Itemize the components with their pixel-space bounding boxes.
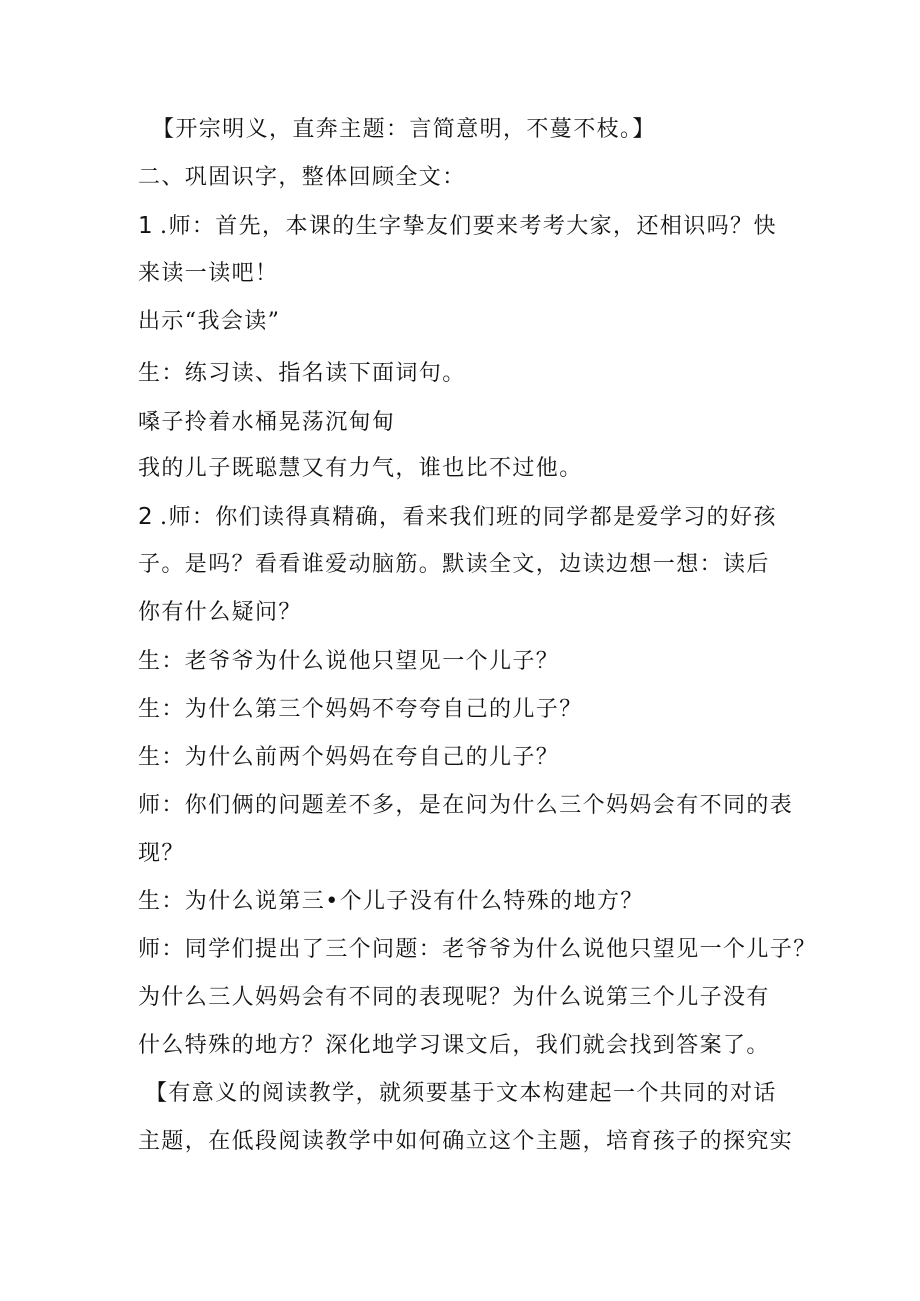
item-2-text: .师：你们读得真精确，看来我们班的同学都是爱学习的好孩: [160, 505, 777, 530]
student-question-1: 生：老爷爷为什么说他只望见一个儿子？: [138, 649, 560, 674]
item-number-1: 1: [138, 213, 155, 239]
paragraph-principle-note: 【开宗明义，直奔主题：言简意明，不蔓不枝。】: [152, 117, 656, 142]
teacher-remark-line-2: 现？: [138, 841, 185, 866]
commentary-line-2: 主题，在低段阅读教学中如何确立这个主题，培育孩子的探究实: [138, 1129, 794, 1154]
student-question-3: 生：为什么前两个妈妈在夸自己的儿子？: [138, 745, 560, 770]
teacher-summary-line-3: 什么特殊的地方？深化地学习课文后，我们就会找到答案了。: [138, 1033, 770, 1058]
sample-sentence: 我的儿子既聪慧又有力气，谁也比不过他。: [138, 456, 583, 481]
student-reply-1: 生：练习读、指名读下面词句。: [138, 361, 466, 386]
item-1-line-2: 来读一读吧！: [138, 261, 279, 286]
section-heading-2: 二、巩固识字，整体回顾全文：: [138, 165, 466, 190]
item-1-text: .师：首先，本课的生字挚友们要来考考大家，还相识吗？快: [160, 214, 777, 239]
show-card-line: 出示“我会读”: [138, 309, 281, 334]
item-2-line-2: 子。是吗？看看谁爱动脑筋。默读全文，边读边想一想：读后: [138, 552, 770, 577]
student-question-2: 生：为什么第三个妈妈不夸夸自己的儿子？: [138, 697, 583, 722]
item-1-line-1: [138, 211, 777, 242]
teacher-remark-line-1: 师：你们俩的问题差不多，是在问为什么三个妈妈会有不同的表: [138, 793, 794, 818]
commentary-line-1: 【有意义的阅读教学，就须要基于文本构建起一个共同的对话: [145, 1081, 777, 1106]
student-question-4: 生：为什么说第三•个儿子没有什么特殊的地方？: [138, 889, 644, 914]
item-number-2: 2: [138, 504, 155, 530]
teacher-summary-line-2: 为什么三人妈妈会有不同的表现呢？为什么说第三个儿子没有: [138, 985, 770, 1010]
item-2-line-1: [138, 502, 777, 533]
vocabulary-words: 嗓子拎着水桶晃荡沉甸甸: [138, 410, 396, 435]
item-2-line-3: 你有什么疑问？: [138, 600, 302, 625]
teacher-summary-line-1: 师：同学们提出了三个问题：老爷爷为什么说他只望见一个儿子？: [138, 937, 817, 962]
